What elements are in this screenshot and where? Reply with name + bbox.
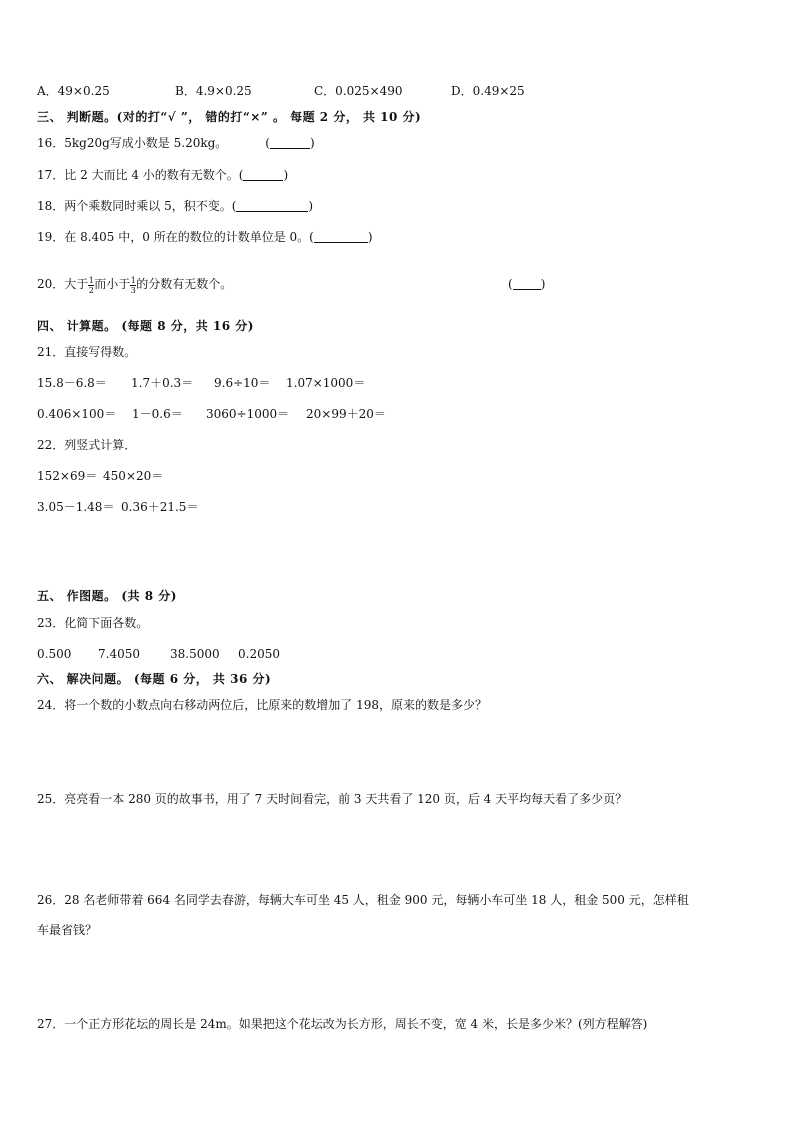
q15-option-d: D．0.49×25	[451, 84, 525, 98]
q22-item: 450×20＝	[103, 469, 164, 483]
q17-close-paren: )	[283, 168, 289, 182]
q22-row-1	[37, 468, 163, 484]
section-5-title: 五、 作图题。 (共 8 分)	[37, 589, 177, 603]
question-25: 25．亮亮看一本 280 页的故事书，用了 7 天时间看完，前 3 天共看了 120 页，后 4 天平均每天看了多少页？	[37, 792, 628, 806]
q23-number: 0.500	[37, 647, 72, 661]
q22-row-2	[37, 499, 198, 515]
question-27: 27．一个正方形花坛的周长是 24m。如果把这个花坛改为长方形，周长不变，宽 4 米，长是多少米？(列方程解答)	[37, 1017, 648, 1031]
q18-text: 18．两个乘数同时乘以 5，积不变。(	[37, 199, 237, 213]
q21-item: 9.6÷10＝	[214, 376, 271, 390]
question-20	[37, 276, 232, 294]
question-18	[37, 198, 313, 214]
q20-answer-blank[interactable]	[513, 276, 541, 292]
section-3-title: 三、 判断题。(对的打“√ ”， 错的打“×” 。 每题 2 分， 共 10 分)	[37, 110, 422, 124]
q16-text: 16．5kg20g写成小数是 5.20kg。	[37, 136, 228, 150]
q22-item: 0.36＋21.5＝	[121, 500, 199, 514]
question-16	[37, 135, 315, 151]
q22-title: 22．列竖式计算．	[37, 438, 137, 452]
section-6-title: 六、 解决问题。 (每题 6 分， 共 36 分)	[37, 672, 272, 686]
q20-text-post: 的分数有无数个。	[136, 277, 233, 291]
q16-answer-blank[interactable]	[270, 135, 310, 151]
q19-close-paren: )	[367, 230, 373, 244]
q20-close-paren: )	[540, 277, 546, 291]
question-26-line-1: 26．28 名老师带着 664 名同学去春游，每辆大车可坐 45 人，租金 900 元，每辆小车可坐 18 人，租金 500 元，怎样租	[37, 893, 689, 907]
q23-numbers	[37, 646, 280, 662]
q23-number: 0.2050	[238, 647, 280, 661]
q21-row-1	[37, 375, 365, 391]
q20-text-pre: 20．大于	[37, 277, 89, 291]
question-26-line-2: 车最省钱？	[37, 923, 98, 937]
q22-item: 3.05－1.48＝	[37, 500, 115, 514]
q18-close-paren: )	[308, 199, 314, 213]
question-17	[37, 167, 288, 183]
q19-answer-blank[interactable]	[314, 229, 368, 245]
q19-text: 19．在 8.405 中，0 所在的数位的计数单位是 0。(	[37, 230, 314, 244]
q15-options	[37, 83, 525, 99]
q16-open-paren: (	[265, 136, 270, 150]
question-19	[37, 229, 373, 245]
q23-number: 7.4050	[98, 647, 140, 661]
q18-answer-blank[interactable]	[236, 198, 308, 214]
q20-fraction-1: $\frac{1}{2}$	[88, 276, 94, 295]
q15-option-a: A．49×0.25	[37, 84, 110, 98]
q15-option-c: C．0.025×490	[314, 84, 403, 98]
q21-item: 1.07×1000＝	[286, 376, 366, 390]
q17-text: 17．比 2 大而比 4 小的数有无数个。(	[37, 168, 244, 182]
q21-item: 1.7＋0.3＝	[131, 376, 194, 390]
question-24: 24．将一个数的小数点向右移动两位后，比原来的数增加了 198，原来的数是多少？	[37, 698, 487, 712]
q21-item: 20×99＋20＝	[306, 407, 386, 421]
q22-item: 152×69＝	[37, 469, 98, 483]
section-4-title: 四、 计算题。 (每题 8 分，共 16 分)	[37, 319, 254, 333]
q17-answer-blank[interactable]	[243, 167, 283, 183]
q20-answer	[508, 276, 545, 292]
q21-item: 0.406×100＝	[37, 407, 117, 421]
q21-item: 1－0.6＝	[132, 407, 183, 421]
q21-item: 15.8－6.8＝	[37, 376, 107, 390]
q20-fraction-2: $\frac{1}{3}$	[130, 276, 136, 295]
q16-close-paren: )	[309, 136, 315, 150]
q21-title: 21．直接写得数。	[37, 345, 137, 359]
q15-option-b: B．4.9×0.25	[175, 84, 252, 98]
q21-row-2	[37, 406, 386, 422]
q23-number: 38.5000	[170, 647, 220, 661]
q21-item: 3060÷1000＝	[206, 407, 290, 421]
q20-open-paren: (	[508, 277, 513, 291]
q23-title: 23．化简下面各数。	[37, 616, 149, 630]
q20-text-mid: 而小于	[94, 277, 131, 291]
